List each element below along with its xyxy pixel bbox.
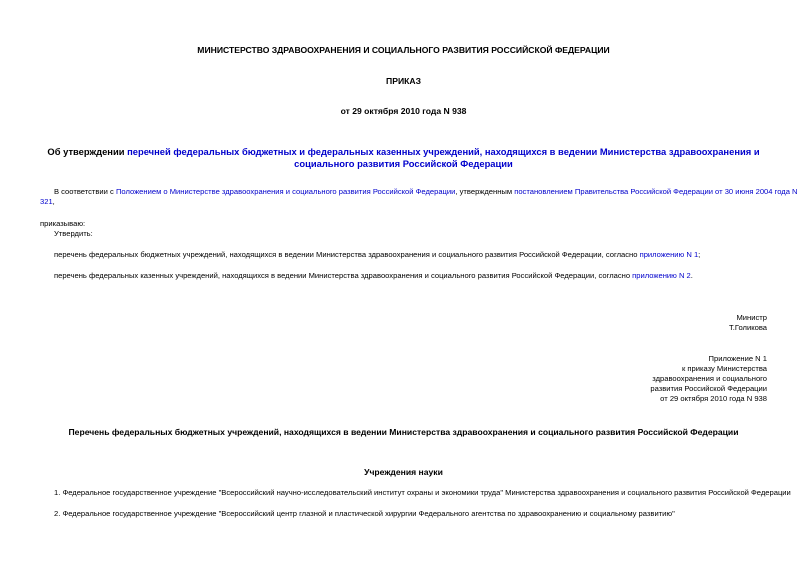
title-prefix: Об утверждении: [47, 146, 128, 157]
list-title: Перечень федеральных бюджетных учреждений, находящихся в ведении Министерства здравоохранения и социального развития Российской Федерации: [68, 427, 739, 437]
preamble-line2: [40, 197, 55, 207]
preamble-mid: , утвержденным: [455, 187, 515, 196]
preamble-end: ,: [52, 197, 55, 206]
appendix-line: здравоохранения и социального: [652, 374, 767, 383]
appendix-2-link[interactable]: приложению N 2: [632, 271, 691, 280]
section-title: Учреждения науки: [364, 467, 443, 477]
appendix-block: [650, 354, 767, 404]
institution-item: 2. Федеральное государственное учреждение "Всероссийский центр глазной и пластической хирургии Федерального агентства по здравоохранению и социальному развитию": [54, 509, 675, 518]
doc-type-heading: ПРИКАЗ: [386, 76, 421, 86]
preamble-line1: [54, 187, 798, 197]
list-item-1: [54, 250, 700, 260]
signature-name: Т.Голикова: [728, 323, 767, 332]
regulation-link[interactable]: Положением о Министерстве здравоохранения и социального развития Российской Федерации: [115, 187, 456, 196]
preamble-start: В соответствии с: [54, 187, 116, 196]
appendix-line: к приказу Министерства: [681, 364, 767, 373]
list-item-text: перечень федеральных бюджетных учреждений, находящихся в ведении Министерства здравоохранения и социального развития Российской Федерации, согласно: [54, 250, 640, 259]
approve-word: Утвердить:: [54, 229, 93, 238]
document-title: [0, 146, 807, 170]
date-number-heading: от 29 октября 2010 года N 938: [340, 106, 467, 116]
order-word: приказываю:: [40, 219, 86, 228]
list-item-2: [54, 271, 693, 281]
resolution-link[interactable]: постановлением Правительства Российской Федерации от 30 июня 2004 года N: [514, 187, 798, 196]
list-item-tail: ;: [698, 250, 701, 259]
appendix-1-link[interactable]: приложению N 1: [639, 250, 699, 259]
appendix-line: от 29 октября 2010 года N 938: [660, 394, 767, 403]
list-item-tail: .: [690, 271, 693, 280]
resolution-link-cont[interactable]: 321: [40, 197, 53, 206]
ministry-heading: МИНИСТЕРСТВО ЗДРАВООХРАНЕНИЯ И СОЦИАЛЬНОГО РАЗВИТИЯ РОССИЙСКОЙ ФЕДЕРАЦИИ: [197, 45, 610, 55]
appendix-line: Приложение N 1: [708, 354, 767, 363]
signature-position: Министр: [736, 313, 767, 322]
title-link-cont[interactable]: социального развития Российской Федерации: [294, 158, 513, 169]
institution-item: 1. Федеральное государственное учреждение "Всероссийский научно-исследовательский институт охраны и экономики труда" Министерства здравоохранения и социального развития Российской Федерации: [54, 488, 791, 497]
appendix-line: развития Российской Федерации: [650, 384, 767, 393]
list-item-text: перечень федеральных казенных учреждений, находящихся в ведении Министерства здравоохранения и социального развития Российской Федерации, согласно: [54, 271, 633, 280]
title-link[interactable]: перечней федеральных бюджетных и федеральных казенных учреждений, находящихся в ведении Министерства здравоохранения и: [127, 146, 760, 157]
signature-block: [729, 313, 767, 333]
